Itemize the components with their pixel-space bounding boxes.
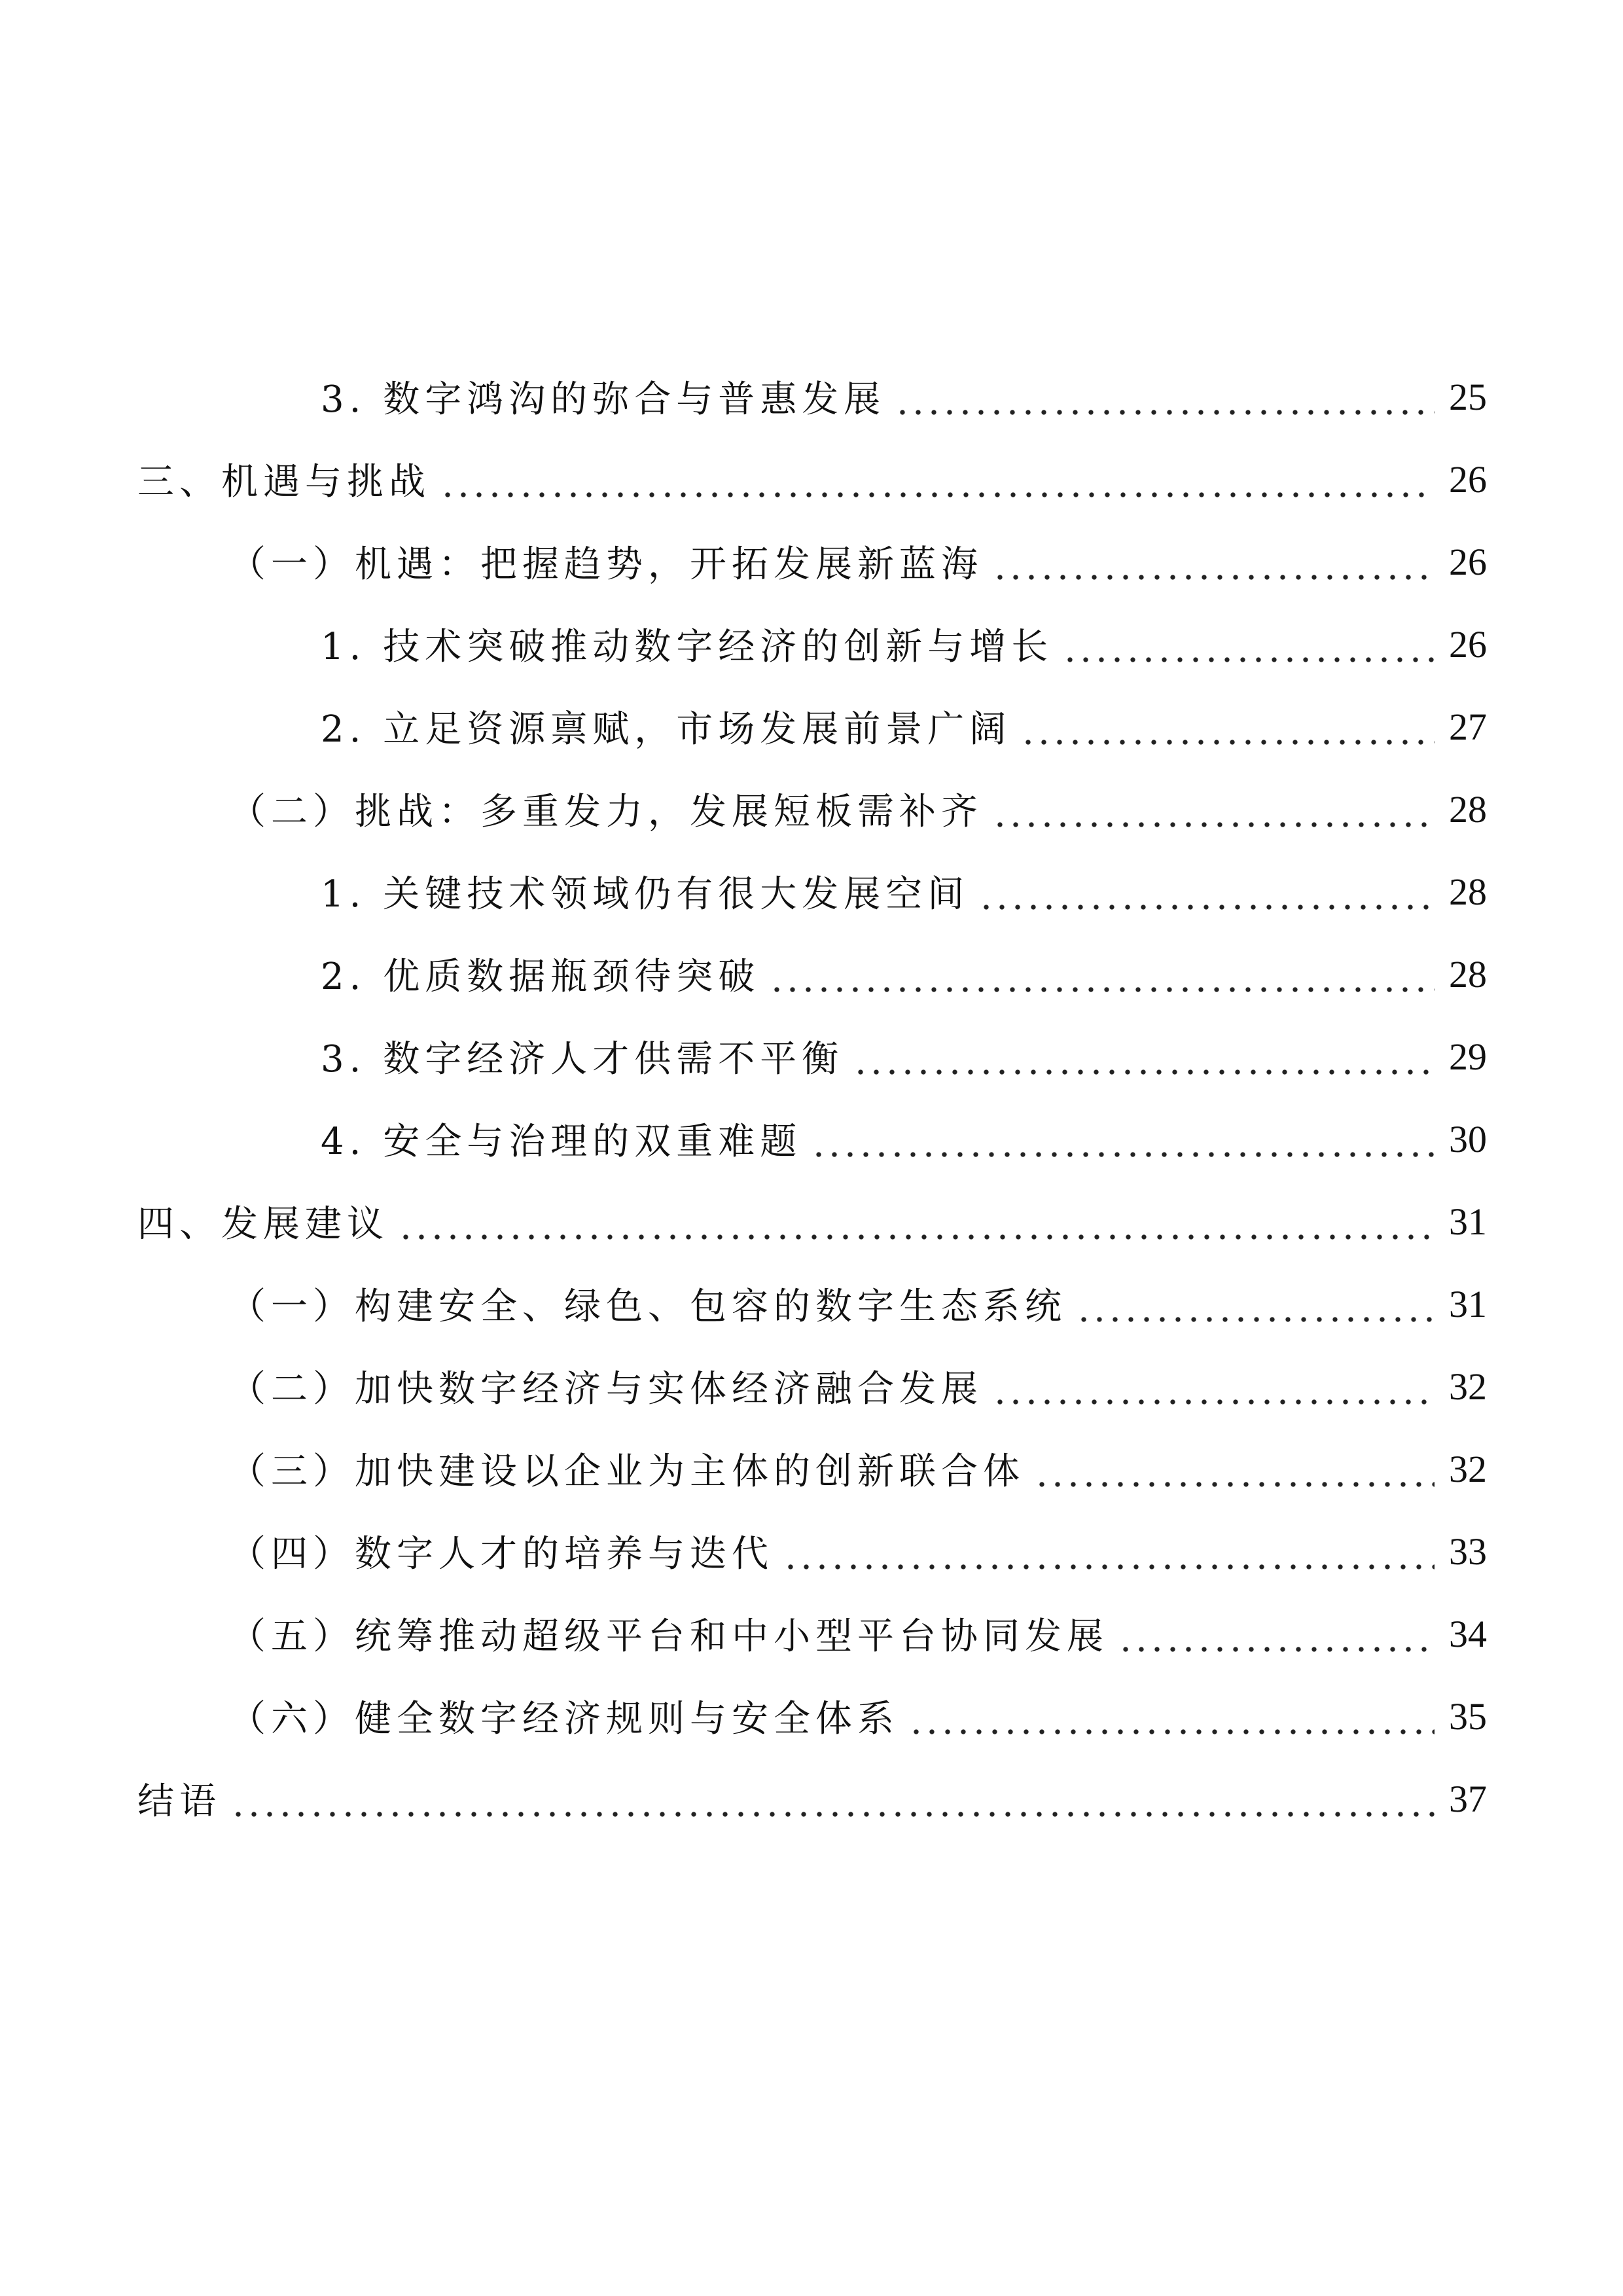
- toc-entry-title: （四）数字人才的培养与迭代: [229, 1533, 774, 1575]
- toc-page-number: 26: [1449, 622, 1487, 666]
- toc-entry[interactable]: [229, 1676, 1487, 1757]
- toc-entry-title: （一）构建安全、绿色、包容的数字生态系统: [229, 1285, 1067, 1328]
- dot-leader: [1062, 626, 1435, 662]
- toc-entry-title: 3. 数字鸿沟的弥合与普惠发展: [321, 378, 886, 421]
- toc-entry[interactable]: [229, 1263, 1487, 1344]
- toc-entry[interactable]: [137, 1181, 1487, 1262]
- toc-entry[interactable]: [229, 1511, 1487, 1592]
- toc-entry[interactable]: [321, 603, 1487, 685]
- dot-leader: [978, 873, 1435, 910]
- toc-entry-title: （二）挑战：多重发力，发展短板需补齐: [229, 791, 983, 833]
- dot-leader: [992, 543, 1435, 580]
- toc-page-number: 26: [1449, 457, 1487, 501]
- toc-entry-title: （五）统筹推动超级平台和中小型平台协同发展: [229, 1615, 1109, 1658]
- toc-entry-title: 三、机遇与挑战: [137, 461, 431, 503]
- toc-entry-title: 结语: [137, 1780, 221, 1823]
- toc-page-number: 35: [1449, 1695, 1487, 1738]
- toc-entry-title: 四、发展建议: [137, 1203, 389, 1246]
- toc-entry-title: （二）加快数字经济与实体经济融合发展: [229, 1368, 983, 1410]
- toc-entry-title: 3. 数字经济人才供需不平衡: [321, 1038, 844, 1081]
- toc-page-number: 31: [1449, 1282, 1487, 1325]
- toc-entry[interactable]: [229, 1428, 1487, 1509]
- toc-entry-title: 1. 技术突破推动数字经济的创新与增长: [321, 626, 1054, 668]
- toc-page-number: 34: [1449, 1612, 1487, 1655]
- toc-entry[interactable]: [229, 1593, 1487, 1674]
- toc-entry-title: 4. 安全与治理的双重难题: [321, 1121, 802, 1163]
- toc-entry[interactable]: [229, 521, 1487, 602]
- toc-page-number: 29: [1449, 1035, 1487, 1078]
- toc-entry[interactable]: [321, 933, 1487, 1014]
- toc-page-number: 32: [1449, 1447, 1487, 1490]
- toc-entry[interactable]: [229, 768, 1487, 850]
- toc-entry[interactable]: [229, 1346, 1487, 1427]
- toc-entry[interactable]: [321, 851, 1487, 932]
- toc-entry-title: （三）加快建设以企业为主体的创新联合体: [229, 1450, 1025, 1493]
- toc-page-number: 27: [1449, 705, 1487, 748]
- dot-leader: [1118, 1615, 1435, 1652]
- toc-page-number: 28: [1449, 870, 1487, 913]
- toc-entry-title: 2. 立足资源禀赋，市场发展前景广阔: [321, 708, 1012, 751]
- toc-entry-title: （六）健全数字经济规则与安全体系: [229, 1698, 899, 1740]
- toc-page-number: 30: [1449, 1117, 1487, 1160]
- toc-page-number: 32: [1449, 1365, 1487, 1408]
- dot-leader: [992, 791, 1435, 827]
- dot-leader: [1076, 1285, 1435, 1322]
- toc-entry[interactable]: [321, 1098, 1487, 1179]
- dot-leader: [398, 1203, 1435, 1240]
- toc-page-number: 25: [1449, 375, 1487, 418]
- dot-leader: [908, 1698, 1435, 1734]
- toc-entry-title: 1. 关键技术领域仍有很大发展空间: [321, 873, 970, 916]
- toc-entry[interactable]: [137, 1758, 1487, 1839]
- toc-entry-title: 2. 优质数据瓶颈待突破: [321, 956, 760, 998]
- dot-leader: [1020, 708, 1435, 745]
- dot-leader: [992, 1368, 1435, 1405]
- toc-entry[interactable]: [321, 1016, 1487, 1097]
- dot-leader: [1034, 1450, 1435, 1487]
- toc-page-number: 28: [1449, 952, 1487, 996]
- dot-leader: [440, 461, 1435, 497]
- toc-entry-title: （一）机遇：把握趋势，开拓发展新蓝海: [229, 543, 983, 586]
- dot-leader: [230, 1780, 1435, 1817]
- dot-leader: [769, 956, 1435, 992]
- dot-leader: [895, 378, 1435, 415]
- dot-leader: [783, 1533, 1435, 1570]
- toc-page-number: 26: [1449, 540, 1487, 583]
- toc-entry[interactable]: [137, 439, 1487, 520]
- toc-page-number: 31: [1449, 1200, 1487, 1243]
- toc-page-number: 33: [1449, 1530, 1487, 1573]
- toc-page-number: 37: [1449, 1777, 1487, 1820]
- toc-entry[interactable]: [321, 686, 1487, 767]
- dot-leader: [853, 1038, 1435, 1075]
- toc-page-number: 28: [1449, 787, 1487, 831]
- dot-leader: [811, 1121, 1435, 1157]
- toc-entry[interactable]: [321, 356, 1487, 437]
